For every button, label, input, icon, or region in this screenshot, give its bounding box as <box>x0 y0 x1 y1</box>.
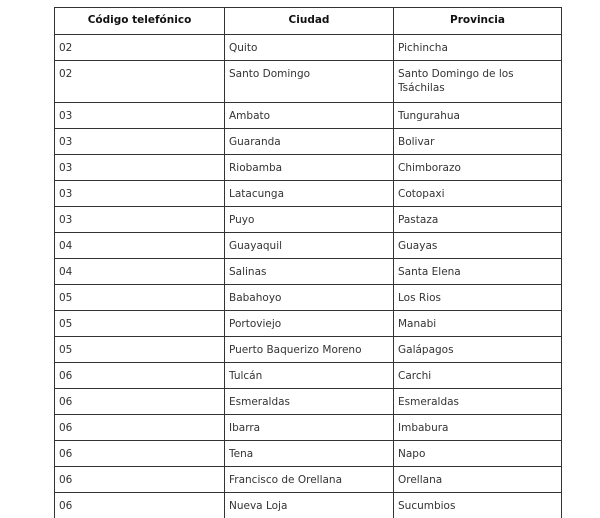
table-row <box>55 181 562 207</box>
cell-ciudad: Guayaquil <box>225 233 394 259</box>
cell-ciudad: Ambato <box>225 103 394 129</box>
header-row <box>55 8 562 35</box>
cell-provincia: Imbabura <box>394 415 562 441</box>
table-row <box>55 233 562 259</box>
cell-provincia: Tungurahua <box>394 103 562 129</box>
header-codigo: Código telefónico <box>55 8 225 35</box>
cell-codigo: 06 <box>55 363 225 389</box>
header-ciudad: Ciudad <box>225 8 394 35</box>
cell-provincia: Napo <box>394 441 562 467</box>
cell-ciudad: Puyo <box>225 207 394 233</box>
table-row <box>55 61 562 103</box>
cell-ciudad: Quito <box>225 35 394 61</box>
cell-ciudad: Tena <box>225 441 394 467</box>
cell-ciudad: Esmeraldas <box>225 389 394 415</box>
table-row <box>55 363 562 389</box>
cell-codigo: 03 <box>55 103 225 129</box>
cell-provincia: Santa Elena <box>394 259 562 285</box>
cell-ciudad: Nueva Loja <box>225 493 394 518</box>
cell-provincia: Orellana <box>394 467 562 493</box>
cell-provincia: Bolivar <box>394 129 562 155</box>
table-row <box>55 259 562 285</box>
cell-ciudad: Babahoyo <box>225 285 394 311</box>
cell-codigo: 06 <box>55 493 225 518</box>
cell-provincia: Guayas <box>394 233 562 259</box>
cell-ciudad: Portoviejo <box>225 311 394 337</box>
cell-codigo: 04 <box>55 259 225 285</box>
cell-provincia: Sucumbios <box>394 493 562 518</box>
area-codes-table <box>54 7 562 518</box>
cell-codigo: 05 <box>55 337 225 363</box>
cell-ciudad: Francisco de Orellana <box>225 467 394 493</box>
cell-codigo: 04 <box>55 233 225 259</box>
cell-ciudad: Riobamba <box>225 155 394 181</box>
cell-codigo: 06 <box>55 389 225 415</box>
cell-provincia: Los Rios <box>394 285 562 311</box>
table-row <box>55 389 562 415</box>
cell-codigo: 02 <box>55 61 225 103</box>
cell-provincia: Pichincha <box>394 35 562 61</box>
table-body <box>55 35 562 518</box>
table-row <box>55 155 562 181</box>
table-row <box>55 311 562 337</box>
cell-codigo: 03 <box>55 207 225 233</box>
cell-ciudad: Salinas <box>225 259 394 285</box>
cell-codigo: 06 <box>55 415 225 441</box>
cell-codigo: 05 <box>55 311 225 337</box>
cell-codigo: 02 <box>55 35 225 61</box>
cell-provincia: Galápagos <box>394 337 562 363</box>
table-row <box>55 103 562 129</box>
cell-ciudad: Guaranda <box>225 129 394 155</box>
cell-ciudad: Puerto Baquerizo Moreno <box>225 337 394 363</box>
cell-codigo: 03 <box>55 155 225 181</box>
table-row <box>55 337 562 363</box>
cell-provincia: Esmeraldas <box>394 389 562 415</box>
cell-provincia: Pastaza <box>394 207 562 233</box>
cell-provincia: Santo Domingo de los Tsáchilas <box>394 61 562 103</box>
cell-ciudad: Latacunga <box>225 181 394 207</box>
cell-provincia: Chimborazo <box>394 155 562 181</box>
table-row <box>55 415 562 441</box>
cell-provincia: Cotopaxi <box>394 181 562 207</box>
table-row <box>55 207 562 233</box>
cell-codigo: 03 <box>55 181 225 207</box>
table-row <box>55 493 562 518</box>
table-row <box>55 441 562 467</box>
table-row <box>55 35 562 61</box>
cell-codigo: 06 <box>55 467 225 493</box>
cell-codigo: 05 <box>55 285 225 311</box>
cell-ciudad: Santo Domingo <box>225 61 394 103</box>
table-row <box>55 285 562 311</box>
cell-codigo: 03 <box>55 129 225 155</box>
cell-provincia: Carchi <box>394 363 562 389</box>
table-row <box>55 467 562 493</box>
table-row <box>55 129 562 155</box>
header-provincia: Provincia <box>394 8 562 35</box>
cell-ciudad: Ibarra <box>225 415 394 441</box>
cell-ciudad: Tulcán <box>225 363 394 389</box>
cell-codigo: 06 <box>55 441 225 467</box>
table-header <box>55 8 562 35</box>
cell-provincia: Manabi <box>394 311 562 337</box>
